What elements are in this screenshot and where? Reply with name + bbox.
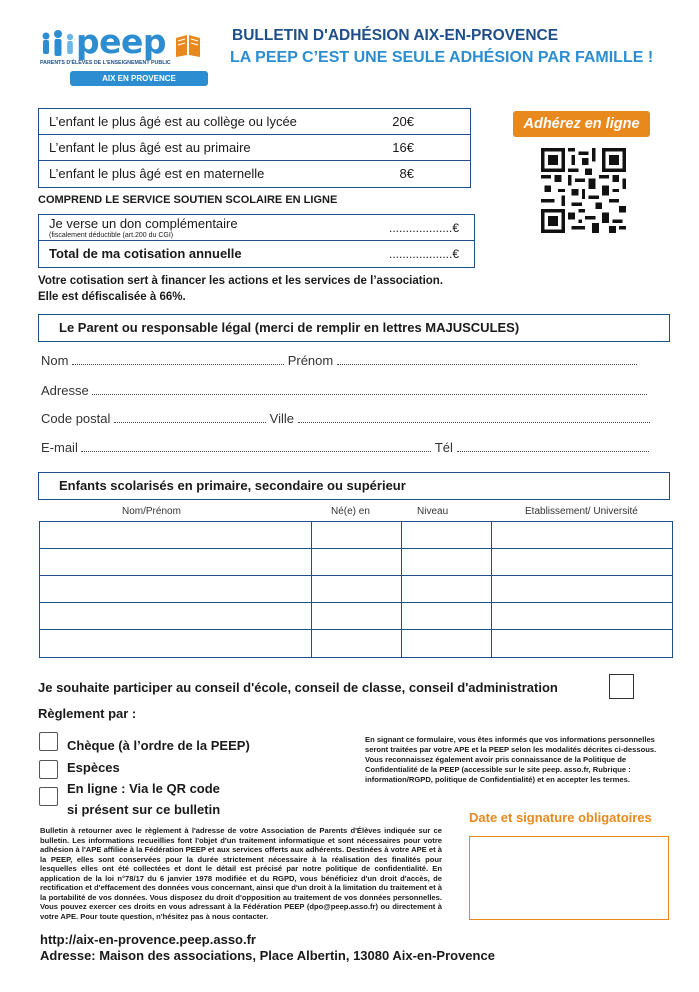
fee-price: 20€: [392, 114, 414, 129]
table-cell[interactable]: [312, 576, 402, 603]
code-postal-ville-line: [41, 411, 656, 426]
column-header-school: Etablissement/ Université: [525, 506, 638, 517]
code-postal-field[interactable]: [114, 412, 266, 423]
code-postal-label: Code postal: [41, 411, 111, 426]
total-row: [39, 241, 474, 267]
website-link[interactable]: http://aix-en-provence.peep.asso.fr: [40, 932, 256, 947]
logo-tagline: PARENTS D'ÉLÈVES DE L'ENSEIGNEMENT PUBLIC: [40, 60, 171, 66]
finance-note-line2: Elle est défiscalisée à 66%.: [38, 291, 186, 303]
email-tel-line: [41, 440, 656, 455]
column-header-birth-year: Né(e) en: [331, 506, 370, 517]
ville-field[interactable]: [298, 412, 650, 423]
adresse-line: [41, 383, 656, 398]
people-figures-icon: [40, 30, 78, 58]
prenom-field[interactable]: [337, 354, 637, 365]
signature-box[interactable]: [469, 836, 669, 920]
nom-label: Nom: [41, 353, 69, 368]
nom-field[interactable]: [72, 354, 284, 365]
donation-sublabel: (fiscalement déductible (art.200 du CGI): [49, 232, 174, 239]
fees-table: [38, 108, 471, 188]
adresse-field[interactable]: [92, 384, 647, 395]
table-cell[interactable]: [402, 576, 492, 603]
table-cell[interactable]: [40, 549, 312, 576]
table-cell[interactable]: [40, 630, 312, 657]
donation-amount-field[interactable]: ...................€: [389, 221, 460, 235]
finance-note: [38, 273, 443, 305]
peep-logo: [40, 22, 202, 86]
prenom-label: Prénom: [287, 353, 334, 368]
online-checkbox[interactable]: [39, 787, 58, 806]
fee-row: [39, 135, 470, 161]
postal-address: Adresse: Maison des associations, Place Albertin, 13080 Aix-en-Provence: [40, 948, 495, 963]
adresse-label: Adresse: [41, 383, 89, 398]
online-label-cont: si présent sur ce bulletin: [67, 802, 221, 817]
nom-prenom-line: [41, 353, 656, 368]
table-cell[interactable]: [40, 522, 312, 549]
table-cell[interactable]: [402, 522, 492, 549]
cheque-label: Chèque (à l’ordre de la PEEP): [67, 738, 250, 753]
especes-label: Espèces: [67, 760, 120, 775]
service-note: COMPREND LE SERVICE SOUTIEN SCOLAIRE EN LIGNE: [38, 194, 338, 206]
table-cell[interactable]: [312, 630, 402, 657]
page-title: BULLETIN D'ADHÉSION AIX-EN-PROVENCE: [232, 27, 559, 44]
qr-code-icon[interactable]: [541, 148, 626, 233]
fee-price: 8€: [399, 166, 414, 181]
fee-row: [39, 161, 470, 187]
parent-section-title: Le Parent ou responsable légal (merci de remplir en lettres MAJUSCULES): [38, 314, 670, 342]
conseil-label: Je souhaite participer au conseil d'école, conseil de classe, conseil d'administration: [38, 680, 558, 695]
payment-title: Règlement par :: [38, 706, 137, 721]
online-membership-button[interactable]: Adhérez en ligne: [513, 111, 650, 137]
email-field[interactable]: [81, 441, 431, 452]
fee-label: L’enfant le plus âgé est en maternelle: [49, 166, 265, 181]
total-amount-field[interactable]: ...................€: [389, 247, 460, 261]
cheque-checkbox[interactable]: [39, 732, 58, 751]
fee-price: 16€: [392, 140, 414, 155]
table-cell[interactable]: [492, 576, 672, 603]
total-label: Total de ma cotisation annuelle: [49, 246, 242, 261]
column-header-name: Nom/Prénom: [122, 506, 181, 517]
table-cell[interactable]: [492, 522, 672, 549]
fee-row: [39, 109, 470, 135]
ville-label: Ville: [269, 411, 294, 426]
table-cell[interactable]: [312, 522, 402, 549]
online-label: En ligne : Via le QR code: [67, 781, 220, 796]
table-cell[interactable]: [312, 603, 402, 630]
table-cell[interactable]: [492, 549, 672, 576]
tel-label: Tél: [434, 440, 453, 455]
donation-label: Je verse un don complémentaire: [49, 216, 238, 231]
conseil-checkbox[interactable]: [609, 674, 634, 699]
tel-field[interactable]: [457, 441, 649, 452]
table-cell[interactable]: [492, 603, 672, 630]
table-cell[interactable]: [40, 576, 312, 603]
fee-label: L’enfant le plus âgé est au collège ou lycée: [49, 114, 297, 129]
signature-title: Date et signature obligatoires: [469, 810, 652, 825]
children-table: [39, 521, 673, 658]
column-header-level: Niveau: [417, 506, 449, 517]
table-cell[interactable]: [312, 549, 402, 576]
table-cell[interactable]: [402, 549, 492, 576]
logo-city-badge: AIX EN PROVENCE: [70, 71, 208, 86]
kids-section-title: Enfants scolarisés en primaire, secondaire ou supérieur: [38, 472, 670, 500]
logo-wordmark: peep: [76, 22, 167, 61]
finance-note-line1: Votre cotisation sert à financer les actions et les services de l’association.: [38, 275, 444, 287]
email-label: E-mail: [41, 440, 78, 455]
donation-row: [39, 215, 474, 241]
especes-checkbox[interactable]: [39, 760, 58, 779]
legal-notice: Bulletin à retourner avec le règlement à l'adresse de votre Association de Parents d'Élèves indiquée sur ce bulletin. Les informations recueillies font l'objet d'un traitement informatique et sont nécessaires pour votre adhésion à l'APE affiliée à la Fédération PEEP et aux services offerts aux adhérents. Destinées à votre APE et à la PEEP, elles sont conservées pour la durée strictement nécessaire à la réalisation des finalités pour lesquelles elles ont été collectées et dont le détail est précisé par notre politique de confidentialité. En application de la loi n°78/17 du 6 janvier 1978 modifiée et du RGPD, vous bénéficiez d'un droit d'accès, de rectification et d'effacement des données vous concernant, ainsi que d'un droit à la limitation du traitement et à la portabilité de vos données. Vous disposez du droit d'opposition au traitement de vos données personnelles. Vous pouvez exercer ces droits en vous adressant à la Fédération PEEP (dpo@peep.asso.fr) ou directement à votre APE. Pour toute question, n'hésitez pas à nous contacter.: [40, 826, 442, 921]
gdpr-notice: En signant ce formulaire, vous êtes informés que vos informations personnelles seront traitées par votre APE et la PEEP selon les modalités décrites ci-dessous. Vous reconnaissez également avoir pris connaissance de la Politique de Confidentialité de la PEEP (accessible sur le site peep. asso.fr, Rubrique : information/RGPD, politique de Confidentialité) et en accepter les termes.: [365, 735, 657, 784]
book-icon: [174, 32, 202, 58]
page-subtitle: LA PEEP C’EST UNE SEULE ADHÉSION PAR FAMILLE !: [230, 49, 654, 66]
table-cell[interactable]: [402, 630, 492, 657]
table-cell[interactable]: [40, 603, 312, 630]
fee-label: L’enfant le plus âgé est au primaire: [49, 140, 251, 155]
table-cell[interactable]: [402, 603, 492, 630]
table-cell[interactable]: [492, 630, 672, 657]
donation-table: [38, 214, 475, 268]
